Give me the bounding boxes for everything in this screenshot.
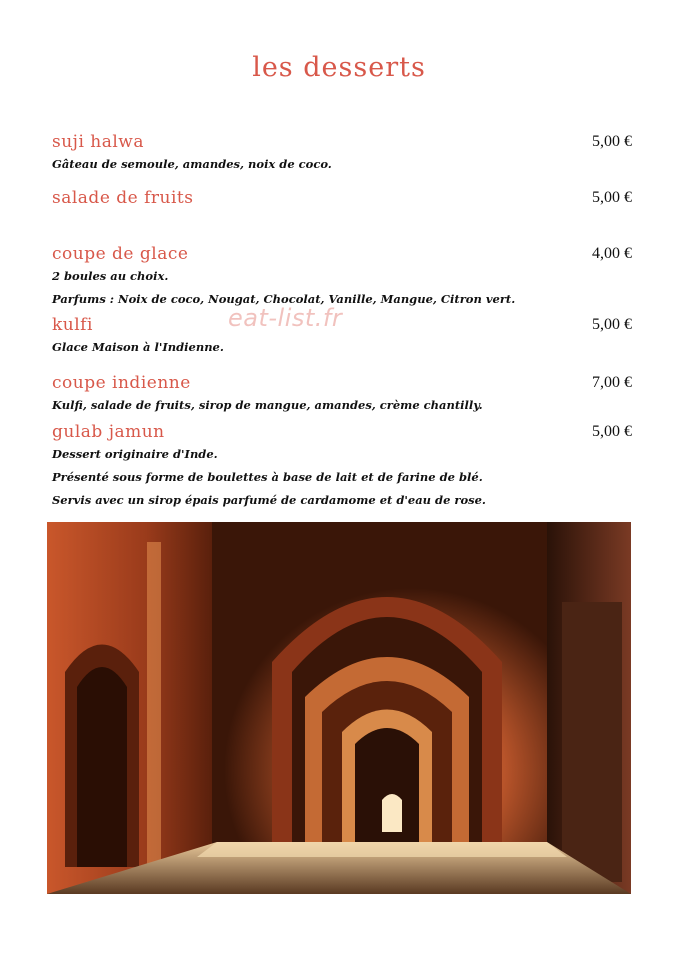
item-description: Kulfi, salade de fruits, sirop de mangue, amandes, crème chantilly. [52, 398, 483, 412]
item-description: Présenté sous forme de boulettes à base de lait et de farine de blé. [52, 470, 483, 484]
menu-item-gulab-jamun [52, 421, 632, 512]
item-price: 7,00 € [592, 374, 632, 391]
watermark: eat-list.fr [228, 304, 343, 332]
item-name: gulab jamun [52, 422, 165, 442]
item-price: 5,00 € [592, 423, 632, 440]
item-description: Servis avec un sirop épais parfumé de cardamome et d'eau de rose. [52, 493, 486, 507]
menu-item-salade-de-fruits [52, 187, 632, 209]
menu-item-coupe-de-glace [52, 243, 632, 311]
item-price: 5,00 € [592, 316, 632, 333]
item-description: Dessert originaire d'Inde. [52, 447, 218, 461]
item-price: 5,00 € [592, 189, 632, 206]
item-description: Glace Maison à l'Indienne. [52, 340, 224, 354]
item-description: Gâteau de semoule, amandes, noix de coco. [52, 157, 332, 171]
item-description: Parfums : Noix de coco, Nougat, Chocolat, Vanille, Mangue, Citron vert. [52, 292, 516, 306]
item-name: coupe de glace [52, 244, 189, 264]
item-name: suji halwa [52, 132, 144, 152]
item-price: 4,00 € [592, 245, 632, 262]
architecture-photo [47, 522, 631, 894]
item-price: 5,00 € [592, 133, 632, 150]
menu-item-suji-halwa [52, 131, 632, 176]
page-title: les desserts [252, 52, 426, 83]
item-name: kulfi [52, 315, 93, 335]
item-name: salade de fruits [52, 188, 194, 208]
menu-item-coupe-indienne [52, 372, 632, 417]
item-description: 2 boules au choix. [52, 269, 169, 283]
item-name: coupe indienne [52, 373, 191, 393]
